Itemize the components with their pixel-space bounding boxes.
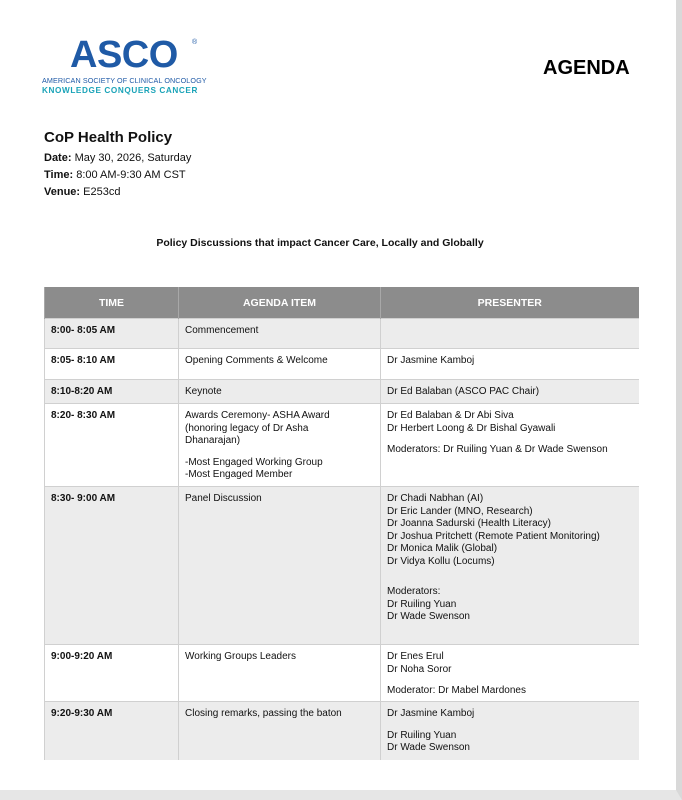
venue-value: E253cd xyxy=(80,186,121,198)
agenda-item-line: Panel Discussion xyxy=(185,493,262,504)
agenda-item-line: Commencement xyxy=(185,325,259,336)
event-date xyxy=(44,150,191,167)
spacer xyxy=(387,577,633,586)
row-presenter xyxy=(381,487,639,645)
date-label: Date: xyxy=(44,152,72,164)
event-name: CoP Health Policy xyxy=(44,129,173,146)
agenda-item-line: Working Groups Leaders xyxy=(185,651,296,662)
presenter-line: Dr Ed Balaban & Dr Abi Siva xyxy=(387,410,514,421)
presenter-line: Dr Ruiling Yuan xyxy=(387,729,457,741)
row-presenter xyxy=(381,380,639,404)
table-row xyxy=(45,404,639,487)
row-presenter xyxy=(381,702,639,760)
presenter-line: Dr Ed Balaban (ASCO PAC Chair) xyxy=(387,386,540,397)
page-title: AGENDA xyxy=(543,57,630,79)
registered-mark: ® xyxy=(192,39,198,46)
row-time: 8:00- 8:05 AM xyxy=(45,319,179,349)
row-presenter xyxy=(381,349,639,380)
header-time: TIME xyxy=(45,287,179,319)
spacer xyxy=(387,676,633,685)
agenda-table xyxy=(44,287,639,760)
presenter-line: Dr Herbert Loong & Dr Bishal Gyawali xyxy=(387,422,556,434)
row-agenda-item xyxy=(179,487,381,645)
table-row xyxy=(45,349,639,380)
time-label: Time: xyxy=(44,169,74,181)
presenter-line: Dr Jasmine Kamboj xyxy=(387,708,475,719)
agenda-item-line: Closing remarks, passing the baton xyxy=(185,708,342,719)
table-row xyxy=(45,702,639,760)
row-time: 8:30- 9:00 AM xyxy=(45,487,179,645)
time-value: 8:00 AM-9:30 AM CST xyxy=(73,169,186,181)
spacer xyxy=(387,721,633,730)
venue-label: Venue: xyxy=(44,186,81,198)
row-agenda-item xyxy=(179,645,381,702)
logo-society-name: AMERICAN SOCIETY OF CLINICAL ONCOLOGY xyxy=(42,76,207,85)
event-venue xyxy=(44,184,191,201)
presenter-line: Dr Vidya Kollu (Locums) xyxy=(387,555,495,567)
presenter-line: Dr Eric Lander (MNO, Research) xyxy=(387,505,533,517)
presenter-line: Dr Joshua Pritchett (Remote Patient Monitoring) xyxy=(387,530,600,542)
row-time: 8:05- 8:10 AM xyxy=(45,349,179,380)
table-row xyxy=(45,380,639,404)
spacer xyxy=(387,568,633,577)
row-time: 9:20-9:30 AM xyxy=(45,702,179,760)
agenda-item-line: Dhanarajan) xyxy=(185,435,241,446)
event-details xyxy=(44,129,191,201)
presenter-line: Dr Wade Swenson xyxy=(387,742,470,753)
agenda-item-line: Opening Comments & Welcome xyxy=(185,355,328,366)
header-agenda-item: AGENDA ITEM xyxy=(179,287,381,319)
row-time: 8:10-8:20 AM xyxy=(45,380,179,404)
row-agenda-item xyxy=(179,319,381,349)
table-row xyxy=(45,645,639,702)
presenter-line: Dr Enes Erul xyxy=(387,651,444,662)
event-time xyxy=(44,167,191,184)
presenter-line: Dr Wade Swenson xyxy=(387,611,470,622)
row-presenter xyxy=(381,319,639,349)
row-presenter xyxy=(381,404,639,487)
table-row xyxy=(45,319,639,349)
row-agenda-item xyxy=(179,380,381,404)
row-time: 9:00-9:20 AM xyxy=(45,645,179,702)
presenter-line: Dr Chadi Nabhan (AI) xyxy=(387,493,484,504)
agenda-item-line: (honoring legacy of Dr Asha xyxy=(185,422,309,434)
agenda-item-line: -Most Engaged Working Group xyxy=(185,456,323,468)
spacer xyxy=(387,435,633,444)
row-agenda-item xyxy=(179,702,381,760)
header-presenter: PRESENTER xyxy=(381,287,639,319)
logo-wordmark: ASCO xyxy=(70,34,178,76)
agenda-body xyxy=(45,319,639,760)
presenter-line: Dr Noha Soror xyxy=(387,663,452,675)
presenter-line: Dr Joanna Sadurski (Health Literacy) xyxy=(387,518,551,529)
presenter-line: Moderator: Dr Mabel Mardones xyxy=(387,685,526,696)
presenter-line: Dr Monica Malik (Global) xyxy=(387,543,498,554)
event-subtitle: Policy Discussions that impact Cancer Care, Locally and Globally xyxy=(156,237,484,249)
row-agenda-item xyxy=(179,404,381,487)
agenda-item-line: -Most Engaged Member xyxy=(185,469,293,480)
row-presenter xyxy=(381,645,639,702)
date-value: May 30, 2026, Saturday xyxy=(71,152,192,164)
table-header-row xyxy=(45,287,639,319)
logo-tagline: KNOWLEDGE CONQUERS CANCER xyxy=(42,86,199,95)
table-row xyxy=(45,487,639,645)
presenter-line: Dr Jasmine Kamboj xyxy=(387,355,475,366)
row-agenda-item xyxy=(179,349,381,380)
agenda-item-line: Keynote xyxy=(185,386,222,397)
presenter-line: Moderators: xyxy=(387,586,441,597)
spacer xyxy=(185,448,374,457)
presenter-line: Dr Ruiling Yuan xyxy=(387,598,457,610)
presenter-line: Moderators: Dr Ruiling Yuan & Dr Wade Swenson xyxy=(387,444,608,455)
row-time: 8:20- 8:30 AM xyxy=(45,404,179,487)
agenda-item-line: Awards Ceremony- ASHA Award xyxy=(185,410,330,421)
